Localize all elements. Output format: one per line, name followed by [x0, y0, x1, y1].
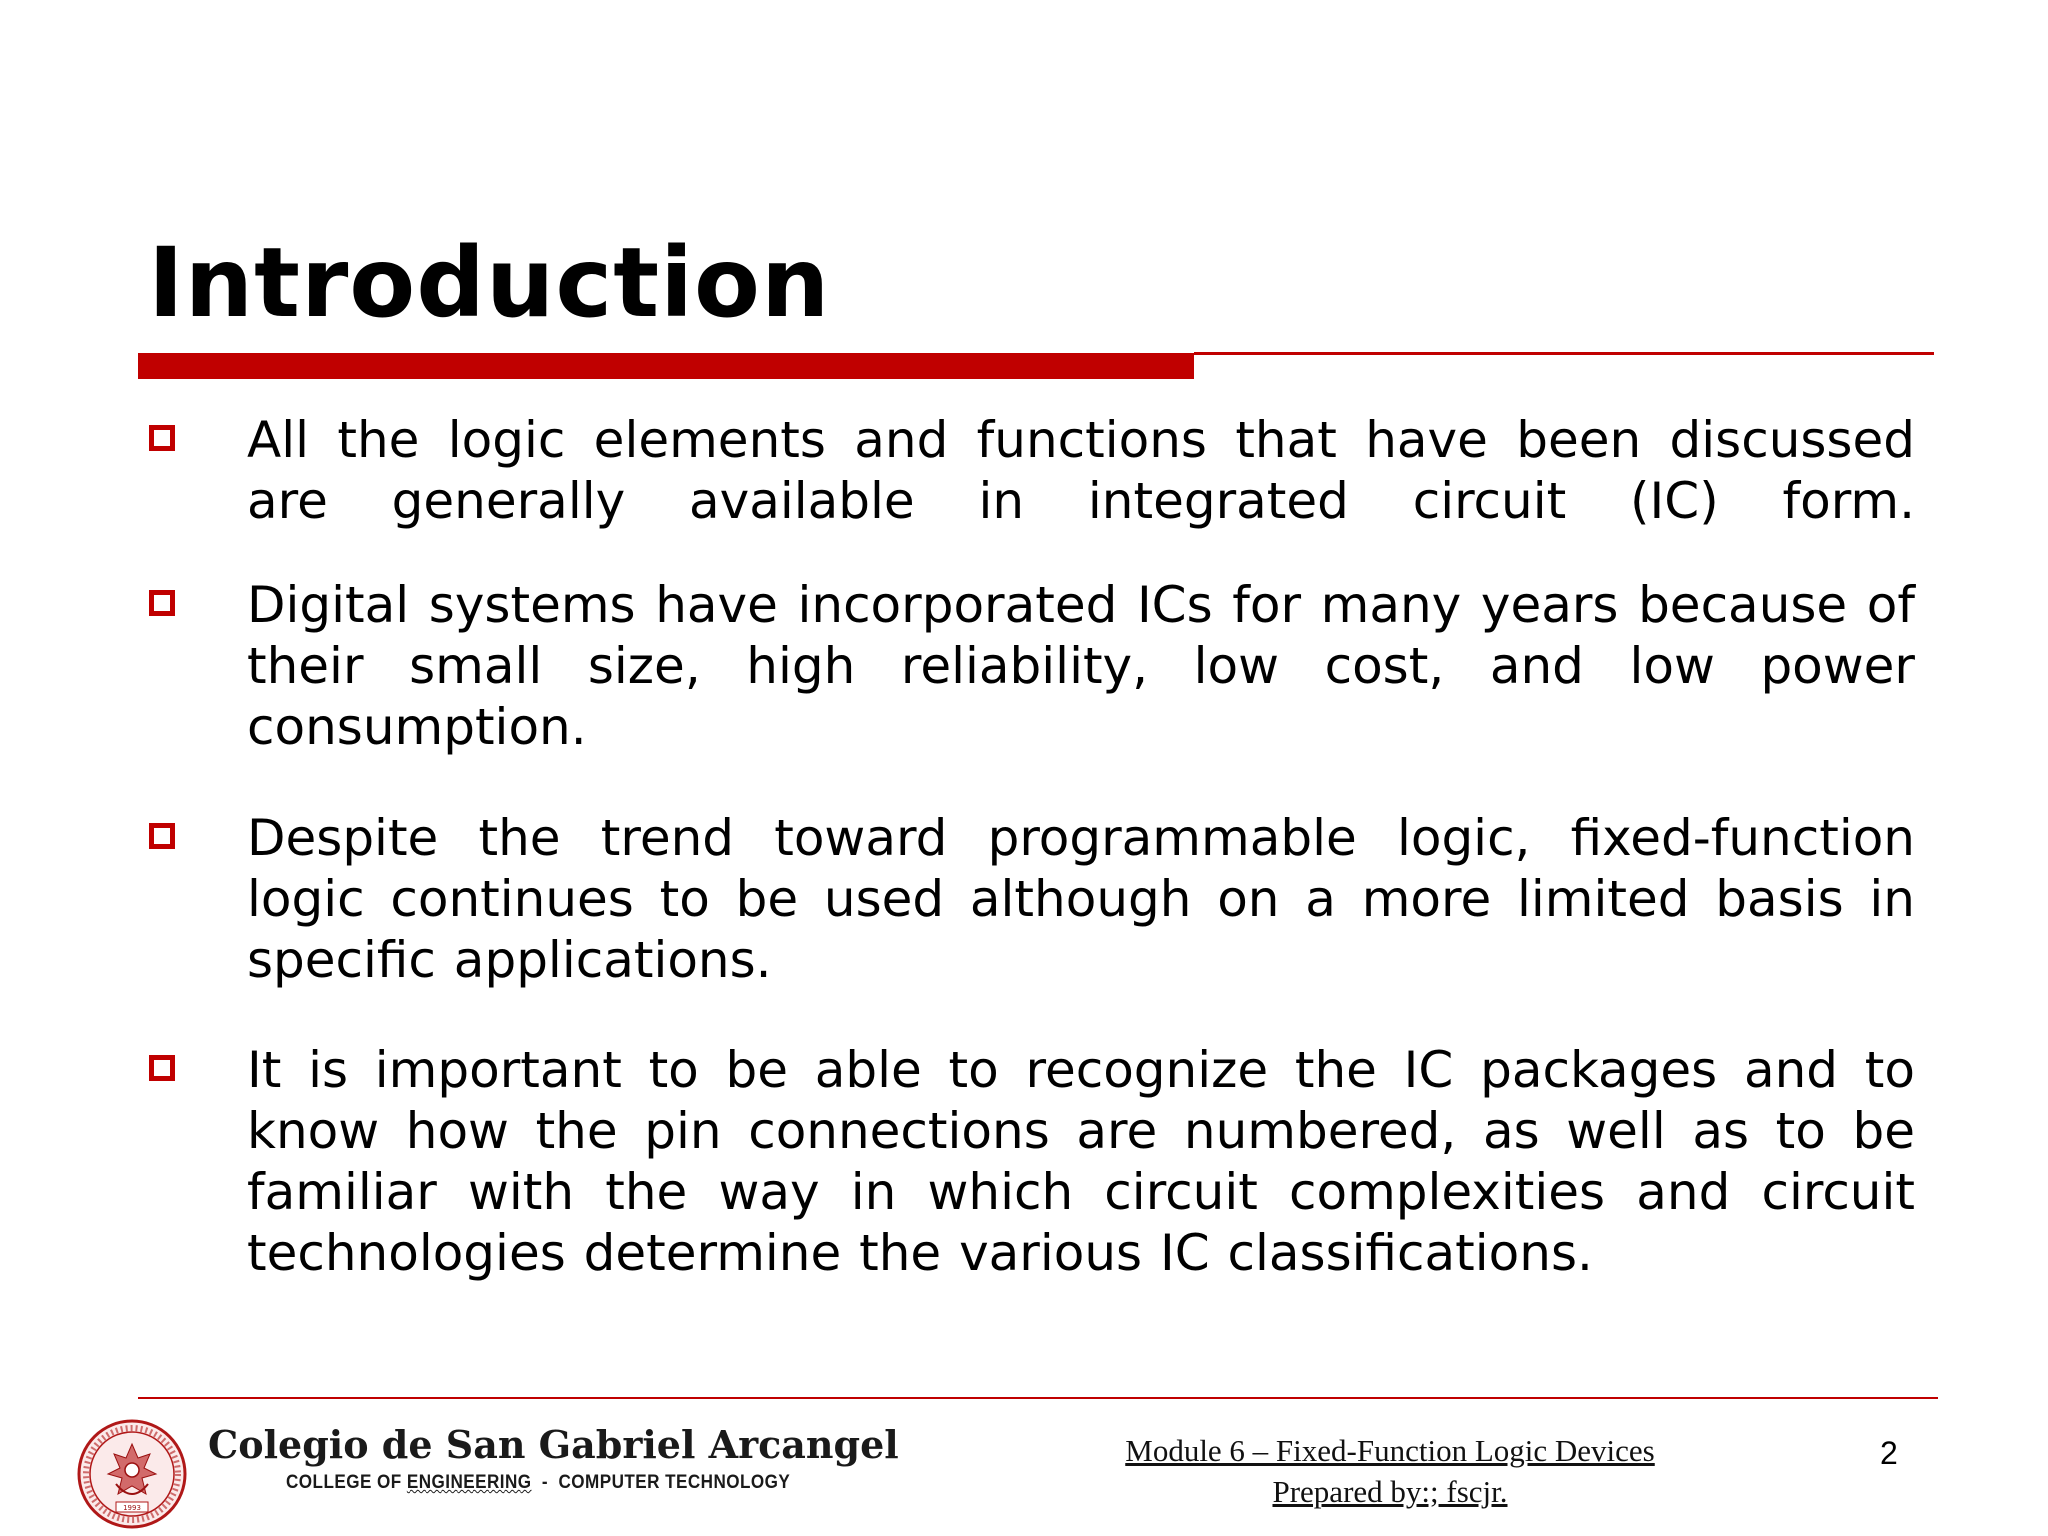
bullet-text: All the logic elements and functions that have been discussed are generally available in integrated circuit (IC) form. [247, 411, 1915, 530]
hollow-square-bullet-icon [149, 823, 175, 849]
hollow-square-bullet-icon [149, 590, 175, 616]
hollow-square-bullet-icon [149, 425, 175, 451]
page-number: 2 [1880, 1435, 1898, 1471]
slide-title: Introduction [148, 227, 831, 339]
module-title: Module 6 – Fixed-Function Logic Devices [1125, 1433, 1655, 1468]
bullet-text: It is important to be able to recognize the IC packages and to know how the pin connections are numbered, as well as to be familiar with the way in which circuit complexities and circuit technologies determine the various IC classifications. [247, 1041, 1915, 1282]
seal-year: 1993 [123, 1504, 141, 1512]
college-subtitle-part: COLLEGE OF [286, 1472, 407, 1493]
college-name: Colegio de San Gabriel Arcangel [208, 1422, 899, 1467]
title-underline-thin [1194, 352, 1934, 355]
bullet-text: Digital systems have incorporated ICs for many years because of their small size, high reliability, low cost, and low power consumption. [247, 576, 1915, 756]
college-seal-logo [76, 1418, 188, 1530]
college-subtitle-part: - COMPUTER TECHNOLOGY [531, 1472, 791, 1493]
title-underline-thick [138, 353, 1194, 379]
hollow-square-bullet-icon [149, 1055, 175, 1081]
prepared-by: Prepared by:; fscjr. [1272, 1474, 1508, 1509]
footer-divider [138, 1397, 1938, 1399]
college-subtitle-part: ENGINEERING [406, 1472, 532, 1493]
college-subtitle [286, 1471, 790, 1495]
bullet-text: Despite the trend toward programmable logic, fixed-function logic continues to be used although on a more limited basis in specific applications. [247, 809, 1915, 989]
